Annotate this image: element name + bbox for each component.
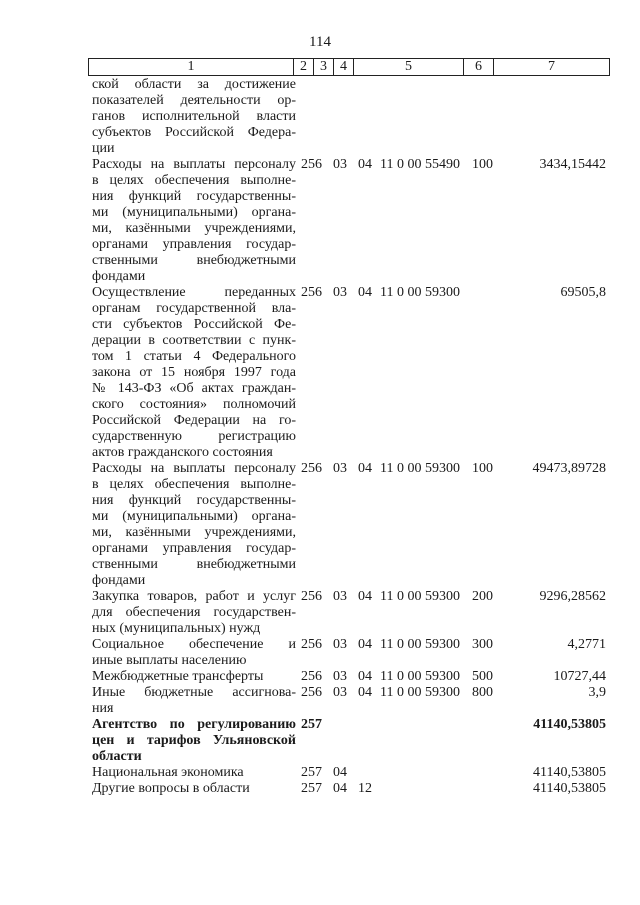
cell-podrazdel: 04: [358, 285, 372, 300]
cell-amount: [494, 77, 606, 93]
description-line: сти субъектов Российской Фе-: [92, 317, 296, 332]
description-line: фондами: [92, 573, 146, 588]
cell-razdel: 03: [333, 669, 347, 684]
description-line: № 143-ФЗ «Об актах граждан-: [92, 381, 296, 396]
cell-podrazdel: 04: [358, 157, 372, 172]
cell-celevaya-statya: 11 0 00 59300: [380, 589, 460, 604]
description-line: ми, казёнными учреждениями,: [92, 525, 296, 540]
table-row: [0, 781, 640, 797]
row-description: [92, 77, 296, 157]
description-line: ственными внебюджетными: [92, 253, 296, 268]
cell-razdel: 03: [333, 589, 347, 604]
cell-grbs: 256: [301, 589, 322, 604]
cell-amount: 69505,8: [560, 285, 606, 300]
description-line: ми, казёнными учреждениями,: [92, 221, 296, 236]
cell-amount: 3434,15442: [539, 157, 606, 172]
cell-vid-rashodov: 200: [472, 589, 493, 604]
header-col-6: 6: [464, 59, 494, 75]
row-description: [92, 685, 296, 717]
table-header: [88, 58, 610, 76]
description-line: ми (муниципальными) органа-: [92, 509, 296, 524]
cell-podrazdel: 04: [358, 637, 372, 652]
description-line: иные выплаты населению: [92, 653, 247, 668]
description-line: органам государственной вла-: [92, 301, 296, 316]
description-line: субъектов Российской Федера-: [92, 125, 296, 140]
description-line: ми (муниципальными) органа-: [92, 205, 296, 220]
cell-grbs: 256: [301, 669, 322, 684]
description-line: в целях обеспечения выполне-: [92, 477, 296, 492]
cell-vid-rashodov: 300: [472, 637, 493, 652]
description-line: Социальное обеспечение и: [92, 637, 296, 652]
cell-celevaya-statya: 11 0 00 59300: [380, 461, 460, 476]
description-line: закона от 15 ноября 1997 года: [92, 365, 296, 380]
table-row: [0, 589, 640, 637]
description-line: сударственную регистрацию: [92, 429, 296, 444]
cell-grbs: 256: [301, 285, 322, 300]
cell-celevaya-statya: 11 0 00 55490: [380, 157, 460, 172]
description-line: ственными внебюджетными: [92, 557, 296, 572]
table-row: [0, 461, 640, 589]
header-col-3: 3: [314, 59, 334, 75]
header-col-1: 1: [89, 59, 294, 75]
description-line: ского состояния» полномочий: [92, 397, 296, 412]
description-line: Расходы на выплаты персоналу: [92, 157, 296, 172]
cell-podrazdel: 04: [358, 669, 372, 684]
description-line: Агентство по регулированию: [92, 717, 296, 732]
cell-razdel: 03: [333, 685, 347, 700]
cell-grbs: 256: [301, 637, 322, 652]
table-row: [0, 77, 640, 157]
cell-amount: 3,9: [588, 685, 606, 700]
description-line: Межбюджетные трансферты: [92, 669, 264, 684]
description-line: органами управления государ-: [92, 237, 296, 252]
cell-amount: 41140,53805: [533, 717, 606, 732]
cell-razdel: 04: [333, 765, 347, 780]
cell-celevaya-statya: 11 0 00 59300: [380, 669, 460, 684]
cell-amount: 49473,89728: [532, 461, 606, 476]
cell-vid-rashodov: 500: [472, 669, 493, 684]
table-row: [0, 637, 640, 669]
cell-razdel: 03: [333, 285, 347, 300]
cell-razdel: 03: [333, 637, 347, 652]
description-line: Российской Федерации на го-: [92, 413, 296, 428]
row-description: [92, 781, 296, 797]
cell-grbs: 257: [301, 765, 322, 780]
cell-amount: 4,2771: [567, 637, 606, 652]
cell-grbs: 256: [301, 685, 322, 700]
row-description: [92, 589, 296, 637]
cell-vid-rashodov: 100: [472, 157, 493, 172]
cell-vid-rashodov: 100: [472, 461, 493, 476]
description-line: Национальная экономика: [92, 765, 244, 780]
cell-grbs: 256: [301, 461, 322, 476]
cell-razdel: 04: [333, 781, 347, 796]
header-col-7: 7: [548, 59, 555, 74]
table-body: [0, 77, 640, 797]
cell-razdel: 03: [333, 461, 347, 476]
description-line: Расходы на выплаты персоналу: [92, 461, 296, 476]
table-row: [0, 669, 640, 685]
description-line: Закупка товаров, работ и услуг: [92, 589, 296, 604]
row-description: [92, 285, 296, 461]
cell-grbs: 256: [301, 157, 322, 172]
cell-podrazdel: 04: [358, 589, 372, 604]
cell-podrazdel: 12: [358, 781, 372, 796]
header-col-5: 5: [354, 59, 464, 75]
table-row: [0, 685, 640, 717]
cell-amount: 9296,28562: [539, 589, 606, 604]
cell-podrazdel: 04: [358, 461, 372, 476]
description-line: для обеспечения государствен-: [92, 605, 296, 620]
description-line: ции: [92, 141, 115, 156]
row-description: [92, 717, 296, 765]
cell-grbs: 257: [301, 717, 322, 732]
description-line: дерации в соответствии с пунк-: [92, 333, 296, 348]
row-description: [92, 765, 296, 781]
description-line: том 1 статьи 4 Федерального: [92, 349, 296, 364]
cell-grbs: 257: [301, 781, 322, 796]
cell-podrazdel: 04: [358, 685, 372, 700]
row-description: [92, 157, 296, 285]
row-description: [92, 461, 296, 589]
cell-amount: 10727,44: [553, 669, 606, 684]
description-line: фондами: [92, 269, 146, 284]
description-line: ской области за достижение: [92, 77, 296, 92]
header-col-2: 2: [294, 59, 314, 75]
cell-celevaya-statya: 11 0 00 59300: [380, 637, 460, 652]
description-line: ния: [92, 701, 114, 716]
cell-amount: 41140,53805: [533, 765, 606, 780]
table-row: [0, 285, 640, 461]
description-line: цен и тарифов Ульяновской: [92, 733, 296, 748]
cell-vid-rashodov: 800: [472, 685, 493, 700]
description-line: в целях обеспечения выполне-: [92, 173, 296, 188]
cell-celevaya-statya: 11 0 00 59300: [380, 285, 460, 300]
table-row: [0, 765, 640, 781]
description-line: ния функций государственны-: [92, 189, 296, 204]
description-line: показателей деятельности ор-: [92, 93, 296, 108]
description-line: области: [92, 749, 142, 764]
description-line: Другие вопросы в области: [92, 781, 250, 796]
header-col-4: 4: [334, 59, 354, 75]
table-row: [0, 157, 640, 285]
cell-razdel: 03: [333, 157, 347, 172]
row-description: [92, 637, 296, 669]
page-number: 114: [309, 34, 331, 50]
table-row: [0, 717, 640, 765]
description-line: Осуществление переданных: [92, 285, 296, 300]
description-line: органами управления государ-: [92, 541, 296, 556]
cell-celevaya-statya: 11 0 00 59300: [380, 685, 460, 700]
description-line: ганов исполнительной власти: [92, 109, 296, 124]
row-description: [92, 669, 296, 685]
description-line: ния функций государственны-: [92, 493, 296, 508]
description-line: актов гражданского состояния: [92, 445, 273, 460]
cell-amount: 41140,53805: [533, 781, 606, 796]
description-line: Иные бюджетные ассигнова-: [92, 685, 296, 700]
description-line: ных (муниципальных) нужд: [92, 621, 261, 636]
